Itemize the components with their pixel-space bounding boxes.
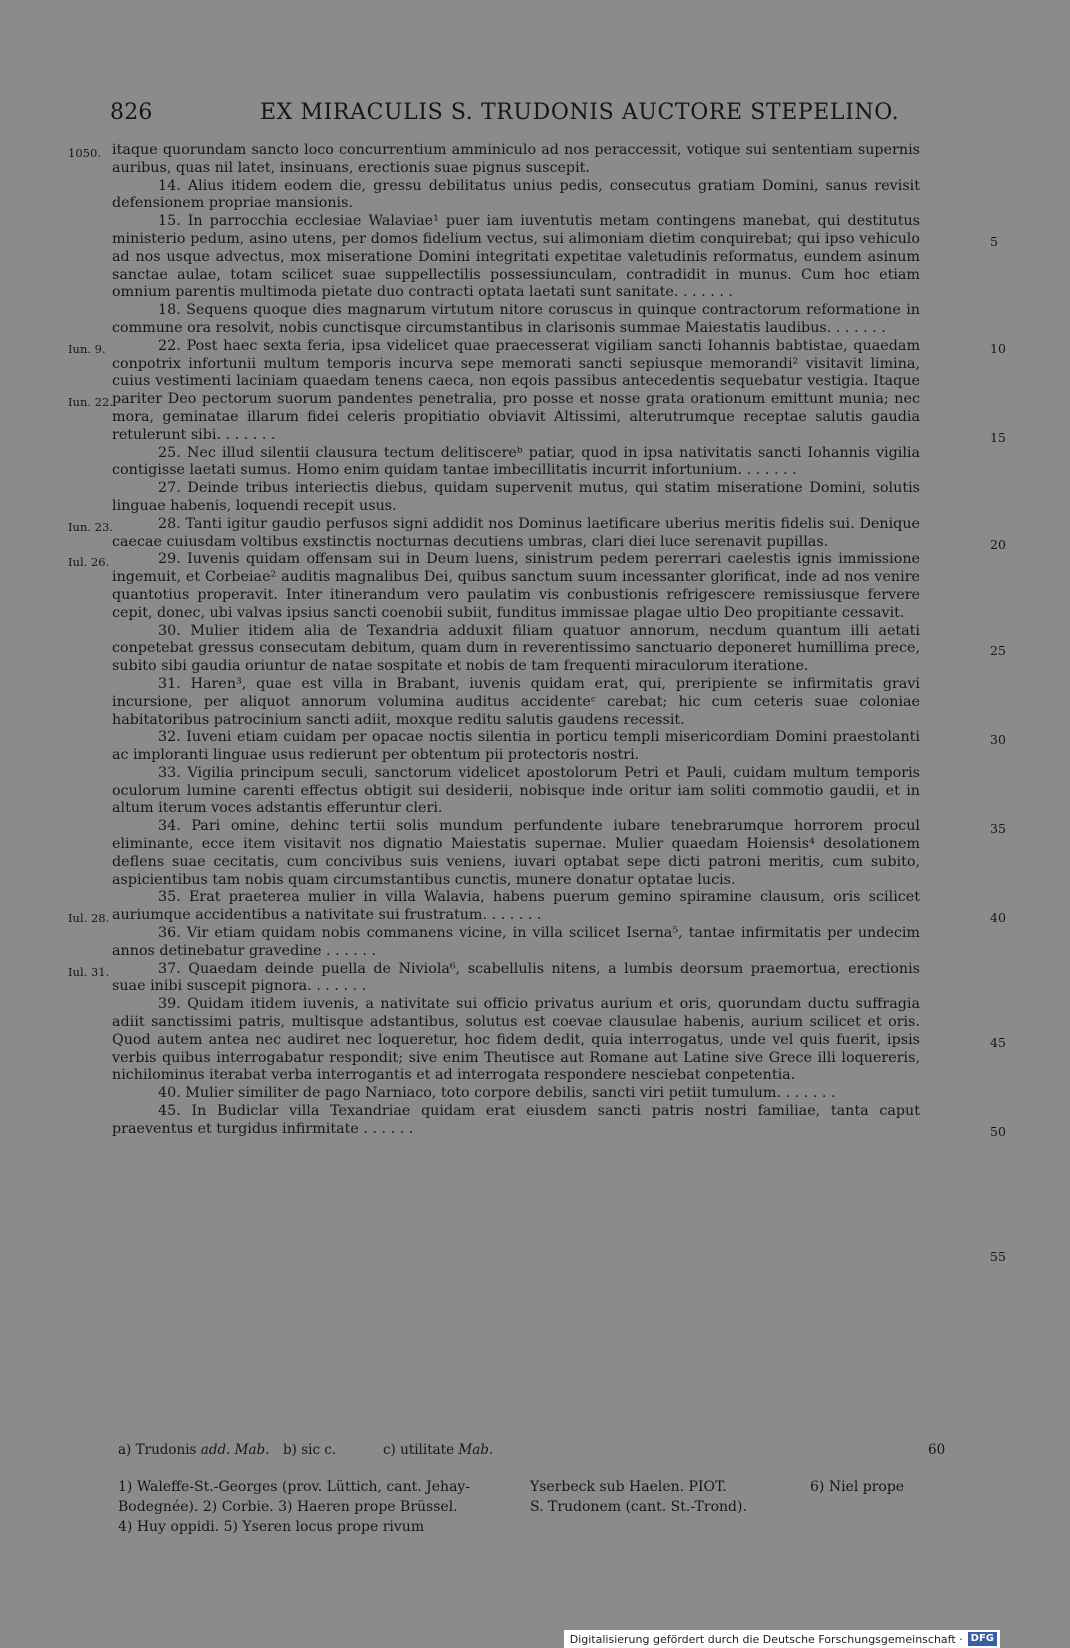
line-number: 10 [990,340,1006,356]
running-title: EX MIRACULIS S. TRUDONIS AUCTORE STEPELINO. [260,100,900,125]
footnote-line: 4) Huy oppidi. 5) Yseren locus prope rivum [118,1519,425,1535]
line-number: 30 [990,732,1006,748]
line-number: 25 [990,643,1006,659]
apparatus-line-number: 60 [928,1442,946,1458]
paragraph: 45. In Budiclar villa Texandriae quidam erat eiusdem sancti patris nostri familiae, tanta caput praeventus et turgidus infirmitate . . . . . . [112,1103,920,1137]
line-number: 45 [990,1035,1006,1050]
footnote-column-2 [530,1477,747,1517]
line-number: 55 [990,1248,1006,1264]
margin-date: Iul. 28. [68,911,110,926]
line-number: 15 [990,429,1006,445]
paragraph: 22. Post haec sexta feria, ipsa videlicet quae praecesserat vigiliam sancti Iohannis babtistae, quaedam conpotrix infortunii multum temporis incurva sepe memorati sancti sepiusque memorandi² visitavit limina, cuius vestimenti laciniam quaedam tenens caeca, non eqois passibus antecedentis sequebatur vestigia. Itaque pariter Deo pectorum suorum pandentes penetralia, pro posse et nosse grata orationum emittunt munia; nec mora, geminatae illarum fidei celeris propitiatio obviavit Altissimi, alterutrumque receptae salutis gaudia retulerunt sibi. . . . . . . [112,337,920,443]
margin-date: Iul. 26. [68,555,110,570]
critical-apparatus [118,1442,946,1462]
paragraph: 34. Pari omine, dehinc tertii solis mundum perfundente iubare tenebrarumque horrorem procul eliminante, ecce item visitavit nos dignatio Maiestatis supernae. Mulier quaedam Hoiensis⁴ desolationem deflens suae cecitatis, cum concivibus suis veniens, iuvari optabat sepe dicti patroni meritis, cum subito, aspicientibus tam nobis quam circumstantibus cunctis, munere donatur optatae lucis. [112,818,920,888]
dfg-logo: DFG [968,1632,997,1646]
paragraph: 27. Deinde tribus interiectis diebus, quidam supervenit mutus, qui statim miseratione Domini, solutis linguae habenis, loquendi recepit usus. [112,480,920,514]
margin-date: 1050. [68,146,101,160]
line-number: 20 [990,536,1006,552]
digitization-credit [564,1630,1000,1648]
apparatus-note-b: b) sic c. [283,1442,337,1458]
margin-date: Iun. 23. [68,519,113,534]
paragraph: 36. Vir etiam quidam nobis commanens vicine, in villa scilicet Iserna⁵, tantae infirmitatis per undecim annos detinebatur gravedine . . . . . . [112,925,920,959]
footnote-line: 6) Niel prope [810,1479,905,1495]
line-number: 40 [990,910,1006,926]
footnote-column-3 [810,1477,904,1497]
footnote-column-1 [118,1477,470,1537]
paragraph: 33. Vigilia principum seculi, sanctorum videlicet apostolorum Petri et Pauli, cuidam multum temporis oculorum lumine carenti effectus obtigit sui desiderii, nobisque inde oritur iam soliti commotio gaudii, et in altum iterum voces adstantis efferuntur cleri. [112,764,920,817]
paragraph: 25. Nec illud silentii clausura tectum delitiscereᵇ patiar, quod in ipsa nativitatis sancti Iohannis vigilia contigisse laetati sumus. Homo enim quidam tantae imbecillitatis incurrit infortunium. . . . . . . [112,444,920,479]
paragraph: 39. Quidam itidem iuvenis, a nativitate sui officio privatus aurium et oris, quorundam ductu suffragia adiit sanctissimi patris, multisque adstantibus, solutus est coevae clausulae habenis, aurium scilicet et oris. Quod autem antea nec audiret nec loqueretur, hoc fidem dedit, quia interrogatus, unde vel quis fuerit, ipsis verbis quibus interrogabatur respondit; sive enim Theutisce aut Romane aut Latine sive Grece illi loquereris, nichilominus iterabat verba interrogantis et ad interrogata respondere nesciebat conpetentia. [112,996,920,1084]
line-number: 5 [990,234,998,249]
paragraph: 31. Haren³, quae est villa in Brabant, iuvenis quidam erat, qui, preripiente se infirmitatis gravi incursione, per aliquot annorum volumina auditus accidenteᶜ carebat; hic cum ceteris suae coloniae habitatoribus patrocinium sancti adiit, moxque reditu salutis gaudens recessit. [112,675,920,728]
line-number: 50 [990,1124,1006,1139]
footnote-line: S. Trudonem (cant. St.-Trond). [530,1499,747,1515]
apparatus-note-a: a) Trudonis add. Mab. [118,1442,270,1458]
paragraph: 37. Quaedam deinde puella de Niviola⁶, scabellulis nitens, a lumbis deorsum praemortua, erectionis suae inibi suscepit pignora. . . . . . . [112,960,920,995]
page-number: 826 [110,100,153,125]
footnote-line: Yserbeck sub Haelen. PIOT. [530,1479,727,1495]
paragraph: 15. In parrocchia ecclesiae Walaviae¹ puer iam iuventutis metam contingens manebat, qui destitutus ministerio pedum, asino utens, per domos fidelium vectus, sui alimoniam dietim conquirebat; qui ipso vehiculo ad nos usque advectus, mox miseratione Domini integritati expetitae valetudinis reformatus, eundem asinum sanctae aulae, totam scilicet suae suppellectilis possessiunculam, contradidit in munus. Cum hoc etiam omnium parentis multimoda pietate duo contracti optata laetati sunt sanitate. . . . . . . [112,213,920,301]
paragraph: 40. Mulier similiter de pago Narniaco, toto corpore debilis, sancti viri petiit tumulum. . . . . . . [158,1085,836,1102]
paragraph: 18. Sequens quoque dies magnarum virtutum nitore coruscus in quinque contractorum reformatione in commune ora resolvit, nobis cunctisque circumstantibus in clarisonis summae Maiestatis laudibus. . . . . . . [112,302,920,336]
paragraph: 32. Iuveni etiam cuidam per opacae noctis silentia in porticu templi misericordiam Domini praestolanti ac imploranti linguae usus redierunt per obtentum pii protectoris nostri. [112,729,920,764]
footnote-line: 1) Waleffe-St.-Georges (prov. Lüttich, cant. Jehay- [118,1479,471,1495]
line-number: 35 [990,821,1006,837]
paragraph: 14. Alius itidem eodem die, gressu debilitatus unius pedis, consecutus gratiam Domini, sanus revisit defensionem propriae mansionis. [112,177,920,212]
paragraph: itaque quorundam sancto loco concurrentium amminiculo ad nos peraccessit, votique sui sententiam supernis auribus, quas nil latet, insinuans, erectionis suae pignus suscepit. [112,142,920,176]
margin-date: Iul. 31. [68,964,110,979]
credit-text: Digitalisierung gefördert durch die Deutsche Forschungsgemeinschaft · [569,1632,963,1646]
paragraph: 28. Tanti igitur gaudio perfusos signi addidit nos Dominus laetificare uberius meritis fidelis sui. Denique caecae cuiusdam voltibus exstinctis nocturnas decutiens umbras, clari diei luce serenavit pupillas. [112,515,920,550]
paragraph: 29. Iuvenis quidam offensam sui in Deum luens, sinistrum pedem pererrari caelestis ignis immissione ingemuit, et Corbeiae² auditis magnalibus Dei, quibus sanctum suum incessanter glorificat, inde ad nos venire quantotius properavit. Inter itinerandum vero paulatim vis conbustionis refrigescere remissiusque fervere cepit, donec, ubi valvas ipsius sancti coenobii subiit, funditus immissae plagae ultio Deo propitiante cessavit. [112,551,920,621]
paragraph: 30. Mulier itidem alia de Texandria adduxit filiam quatuor annorum, necdum quantum illi aetati conpetebat gressus consecutam debitum, quam dum in reverentissimo sanctuario deponeret humillima prece, subito sibi gaudia oriuntur de natae sospitate et nobis de tam frequenti miraculorum iteratione. [112,622,920,675]
apparatus-note-c: c) utilitate Mab. [383,1442,494,1458]
margin-date: Iun. 9. [68,341,106,356]
paragraphs [112,142,920,1139]
paragraph: 35. Erat praeterea mulier in villa Walavia, habens puerum gemino spiramine clausum, oris scilicet auriumque accidentibus a nativitate sui frustratum. . . . . . . [112,889,920,924]
footnote-line: Bodegnée). 2) Corbie. 3) Haeren prope Brüssel. [118,1499,458,1515]
page-header [110,100,910,130]
main-text [68,142,1006,1264]
margin-date: Iun. 22. [68,395,113,410]
